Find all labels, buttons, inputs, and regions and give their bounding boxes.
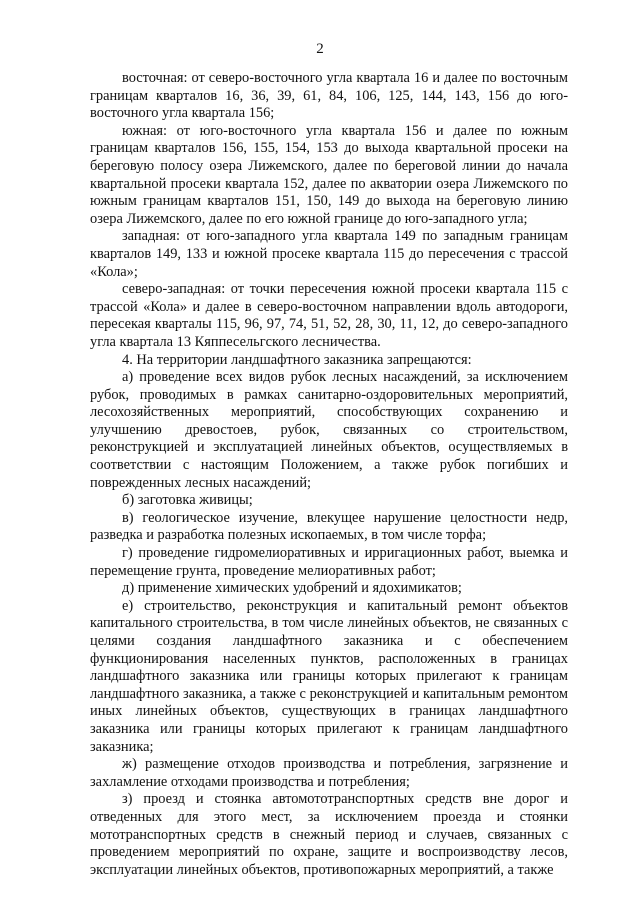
paragraph-northwest-border: северо-западная: от точки пересечения южной просеки квартала 115 с трассой «Кола» и далее в северо-восточном направлении вдоль автодороги, пересекая кварталы 115, 96, 97, 74, 51, 52, 28, 30, 11, 12, до северо-западного угла квартала 13 Кяппесельгского лесничества. xyxy=(90,281,568,350)
paragraph-item-a: а) проведение всех видов рубок лесных насаждений, за исключением рубок, проводимых в рамках санитарно-оздоровительных мероприятий, лесохозяйственных мероприятий, способствующих сохранению и улучшению древостоев, рубок, связанных со строительством, реконструкцией и эксплуатацией линейных объектов, осуществляемых в соответствии с настоящим Положением, а также рубок погибших и поврежденных лесных насаждений; xyxy=(90,369,568,491)
paragraph-item-d: д) применение химических удобрений и ядохимикатов; xyxy=(122,580,462,597)
page-number: 2 xyxy=(316,41,324,57)
paragraph-item-v: в) геологическое изучение, влекущее нарушение целостности недр, разведка и разработка полезных ископаемых, в том числе торфа; xyxy=(90,509,568,544)
paragraph-prohibitions-heading: 4. На территории ландшафтного заказника запрещаются: xyxy=(122,351,472,368)
paragraph-south-border: южная: от юго-восточного угла квартала 156 и далее по южным границам кварталов 156, 155, 154, 153 до выхода квартальной просеки на береговую полосу озера Лижемского, далее по береговой линии до начала квартальной просеки квартала 152, далее по акватории озера Лижемского по южным границам кварталов 151, 150, 149 до выхода на береговую линию озера Лижемского, далее по его южной границе до юго-западного угла; xyxy=(90,122,568,227)
paragraph-item-g: г) проведение гидромелиоративных и ирригационных работ, выемка и перемещение грунта, проведение мелиоративных работ; xyxy=(90,545,568,579)
paragraph-item-b: б) заготовка живицы; xyxy=(122,492,253,509)
paragraph-item-e: е) строительство, реконструкция и капитальный ремонт объектов капитального строительства, в том числе линейных объектов, не связанных с целями создания ландшафтного заказника и с обеспечением функционирования населенных пунктов, расположенных в границах ландшафтного заказника или границы которых прилегают к границам ландшафтного заказника, а также с реконструкцией и капитальным ремонтом иных линейных объектов, существующих в границах ландшафтного заказника или границы которых прилегают к границам ландшафтного заказника; xyxy=(90,597,568,755)
paragraph-item-z: з) проезд и стоянка автомототранспортных средств вне дорог и отведенных для этого мест, за исключением проезда и стоянки мототранспортных средств в снежный период и случаев, связанных с проведением мероприятий по охране, защите и воспроизводству лесов, эксплуатации линейных объектов, противопожарных мероприятий, а также xyxy=(90,791,568,878)
paragraph-east-border: восточная: от северо-восточного угла квартала 16 и далее по восточным границам кварталов 16, 36, 39, 61, 84, 106, 125, 144, 143, 156 до юго-восточного угла квартала 156; xyxy=(90,70,568,122)
document-body xyxy=(90,70,568,879)
paragraph-item-zh: ж) размещение отходов производства и потребления, загрязнение и захламление отходами производства и потребления; xyxy=(90,756,568,790)
paragraph-west-border: западная: от юго-западного угла квартала 149 по западным границам кварталов 149, 133 и южной просеке квартала 115 до пересечения с трассой «Кола»; xyxy=(90,228,568,280)
